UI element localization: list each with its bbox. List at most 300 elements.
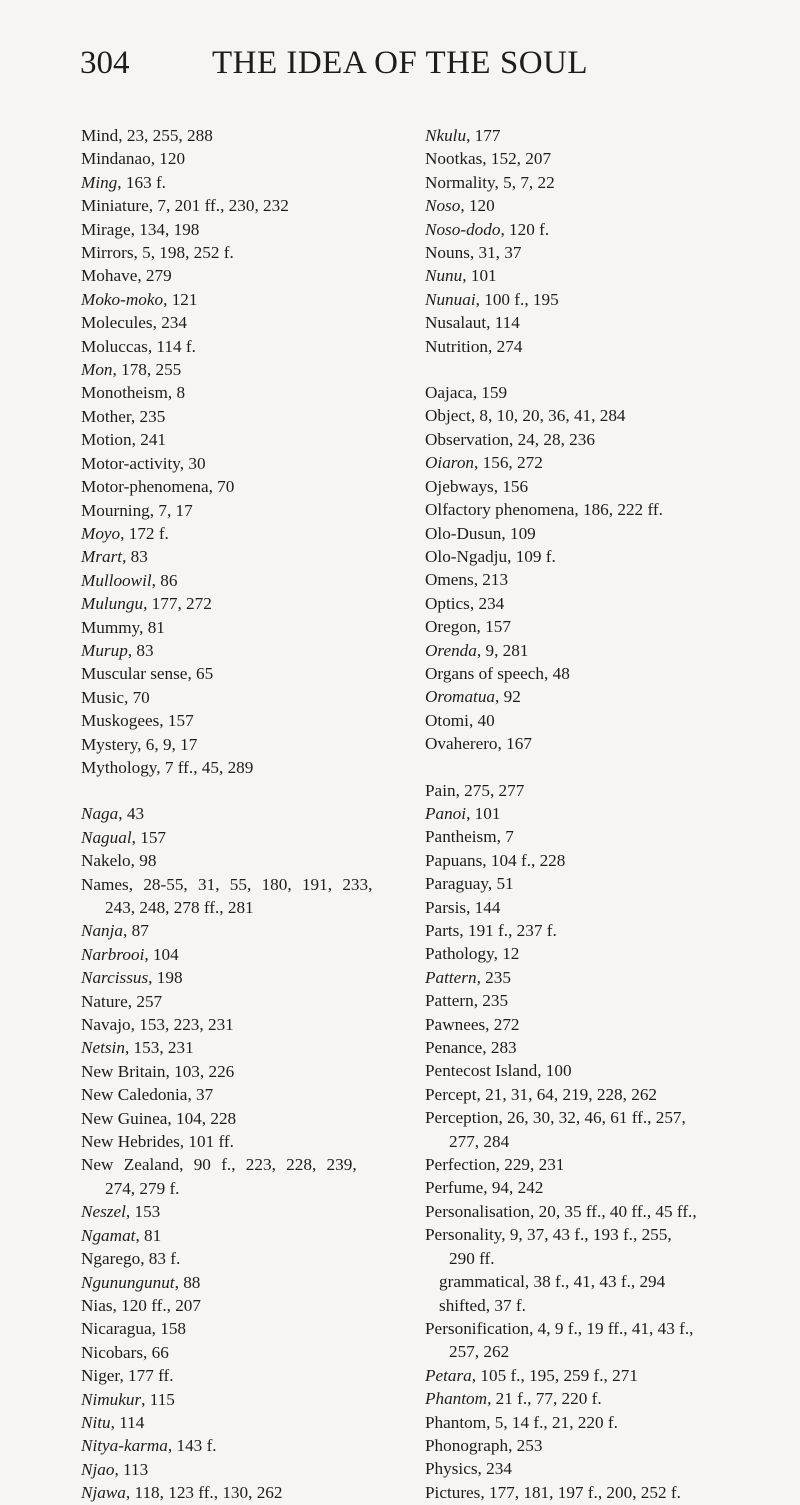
index-entry: [425, 241, 760, 264]
index-term: Mon: [81, 360, 113, 380]
index-entry: [425, 1059, 760, 1082]
index-entry: [425, 919, 760, 942]
index-term: Personality: [425, 1225, 502, 1245]
index-term: Organs of speech: [425, 663, 545, 683]
index-term: Oajaca: [425, 383, 473, 403]
page-references: , 7, 17: [149, 500, 193, 520]
index-term: Netsin: [81, 1038, 125, 1058]
page-references: , 43: [118, 804, 145, 824]
index-entry: [81, 452, 411, 475]
index-term: Olo-Ngadju: [425, 546, 508, 566]
page-references: , 104 f., 228: [482, 850, 566, 870]
index-entry: [425, 1223, 760, 1246]
index-entry: [425, 639, 760, 662]
index-term: Nimukur: [81, 1389, 142, 1409]
page-references: , 159: [472, 383, 508, 403]
page-references: grammatical, 38 f., 41, 43 f., 294: [439, 1272, 666, 1292]
index-entry: [425, 1481, 760, 1504]
index-column-right: [425, 124, 760, 1504]
index-entry: [81, 218, 411, 241]
index-term: Nusalaut: [425, 313, 487, 333]
index-entry: [425, 592, 760, 615]
index-entry: [81, 1083, 411, 1106]
index-entry: [81, 475, 411, 498]
index-term: Motor-phenomena: [81, 477, 209, 497]
index-entry: [81, 1271, 411, 1294]
index-term: Perception: [425, 1108, 499, 1128]
page-references: , 88: [174, 1272, 201, 1292]
index-term: Monotheism: [81, 383, 168, 403]
index-entry-continuation: [425, 1340, 760, 1363]
page-references: , 81: [139, 617, 165, 637]
index-entry: [81, 919, 411, 942]
index-term: Pentecost Island: [425, 1061, 538, 1081]
page-references: , 83: [127, 640, 154, 660]
index-term: Nouns: [425, 243, 470, 263]
index-entry: [81, 826, 411, 849]
index-term: Mythology: [81, 757, 157, 777]
page-references: , 70: [208, 477, 235, 497]
index-entry: [425, 335, 760, 358]
index-term: Noso-dodo: [425, 219, 501, 239]
page-references: , 274: [488, 336, 523, 356]
index-term: Mrart: [81, 547, 123, 567]
page-references: , 235: [130, 406, 166, 426]
page-references: , 12: [493, 944, 520, 964]
page-references: , 178, 255: [112, 360, 182, 380]
page-references: , 177 ff.: [119, 1366, 174, 1386]
page-references: , 66: [143, 1342, 169, 1362]
index-entry: [425, 171, 760, 194]
index-term: Pictures: [425, 1482, 481, 1502]
index-term: Nias: [81, 1295, 113, 1315]
index-entry: [425, 1036, 760, 1059]
page-references: , 114 f.: [147, 336, 196, 356]
page-references: , 191 f., 237 f.: [459, 921, 557, 940]
index-term: Ngarego: [81, 1249, 141, 1269]
index-term: Nakelo: [81, 851, 131, 871]
index-term: Noso: [425, 196, 461, 216]
index-entry: [425, 989, 760, 1012]
page-references: 243, 248, 278 ff., 281: [105, 898, 254, 917]
page-references: , 186, 222 ff.: [574, 500, 663, 520]
index-term: Narbrooi: [81, 944, 145, 964]
page-references: , 157: [131, 827, 166, 847]
index-entry: [425, 1106, 760, 1129]
index-entry: [425, 522, 760, 545]
index-entry: [425, 1317, 760, 1340]
index-term: Pathology: [425, 944, 494, 964]
page-references: , 121: [163, 289, 198, 309]
page-references: , 167: [497, 734, 532, 754]
index-entry: [425, 1457, 760, 1480]
page-references: , 115: [141, 1389, 175, 1409]
page-references: , 30: [179, 453, 206, 473]
index-entry: [81, 802, 411, 825]
page-references: , 4, 9 f., 19 ff., 41, 43 f.,: [529, 1318, 694, 1338]
page-references: , 86: [151, 570, 178, 590]
index-entry: [81, 943, 411, 966]
index-entry: [425, 1411, 760, 1434]
index-term: New Guinea: [81, 1108, 168, 1128]
page-references: , 100 f., 195: [475, 289, 559, 309]
index-entry: [425, 147, 760, 170]
page-references: 257, 262: [449, 1342, 510, 1362]
index-term: Optics: [425, 593, 470, 613]
index-term: Njawa: [81, 1483, 126, 1503]
index-column-left: [81, 124, 411, 1505]
page-references: 277, 284: [449, 1131, 510, 1151]
page-references: , 7: [496, 827, 514, 847]
index-term: Nicobars: [81, 1342, 144, 1362]
index-term: Mourning: [81, 500, 150, 520]
index-term: Neszel: [81, 1202, 126, 1222]
index-entry: [81, 756, 411, 779]
index-term: Names: [81, 874, 129, 894]
page-references: , 157: [159, 711, 194, 731]
page-references: , 101: [462, 266, 497, 286]
page-references: , 235: [476, 967, 511, 987]
page-references: , 109 f.: [507, 546, 556, 566]
index-entry: [81, 1107, 411, 1130]
index-term: Nitu: [81, 1412, 111, 1432]
index-entry: [81, 335, 411, 358]
index-entry: [81, 1364, 411, 1387]
index-entry: [81, 545, 411, 568]
index-entry: [425, 498, 760, 521]
page-references: , 279: [137, 266, 172, 286]
page-references: , 92: [495, 687, 521, 707]
page-references: , 153: [125, 1202, 161, 1222]
index-entry: [81, 405, 411, 428]
index-term: Narcissus: [81, 968, 149, 988]
index-entry-continuation: [425, 1270, 760, 1293]
index-entry: [425, 942, 760, 965]
index-entry: [81, 1224, 411, 1247]
index-term: Mummy: [81, 617, 140, 637]
index-entry: [425, 545, 760, 568]
index-term: Molecules: [81, 313, 153, 333]
index-term: Observation: [425, 429, 510, 449]
index-entry: [425, 568, 760, 591]
page-references: , 104, 228: [167, 1108, 237, 1128]
index-term: Music: [81, 687, 124, 707]
page-references: , 24, 28, 236: [509, 429, 595, 449]
index-entry: [425, 849, 760, 872]
page-references: , 5, 198, 252 f.: [133, 243, 234, 263]
index-entry: [81, 1294, 411, 1317]
index-term: Murup: [81, 640, 128, 660]
page-references: , 98: [130, 851, 157, 871]
index-entry: [81, 709, 411, 732]
index-term: Motion: [81, 430, 132, 450]
page-references: , 8, 10, 20, 36, 41, 284: [470, 406, 626, 426]
index-entry: [425, 381, 760, 404]
page-references: , 234: [152, 313, 187, 333]
index-term: Perfume: [425, 1178, 484, 1198]
index-entry: [425, 1083, 760, 1106]
page-references: , 9, 37, 43 f., 193 f., 255,: [501, 1225, 672, 1245]
index-term: Olfactory phenomena: [425, 500, 575, 520]
index-term: Paraguay: [425, 874, 488, 894]
index-term: Ming: [81, 172, 118, 192]
index-entry: [81, 1060, 411, 1083]
index-entry: [81, 241, 411, 264]
index-term: Pantheism: [425, 827, 497, 847]
index-term: Nature: [81, 991, 128, 1011]
index-term: Physics: [425, 1459, 478, 1479]
page-number: 304: [80, 45, 130, 81]
page-references: , 257: [127, 991, 163, 1011]
index-term: Nagual: [81, 827, 132, 847]
page-references: , 81: [135, 1225, 162, 1245]
index-term: Petara: [425, 1365, 472, 1385]
page-references: , 20, 35 ff., 40 ff., 45 ff.,: [530, 1201, 697, 1221]
page-references: , 134, 198: [130, 219, 200, 239]
index-entry: [81, 990, 411, 1013]
index-entry: [81, 264, 411, 287]
index-term: Olo-Dusun: [425, 523, 502, 543]
index-entry: [425, 124, 760, 147]
index-term: Nootkas: [425, 149, 483, 169]
page-references: , 105 f., 195, 259 f., 271: [471, 1365, 638, 1385]
page-references: , 120: [150, 149, 186, 169]
index-term: Ngamat: [81, 1225, 136, 1245]
page-references: , 177: [466, 126, 501, 145]
page-references: , 101 ff.: [179, 1132, 234, 1152]
index-term: Parsis: [425, 897, 467, 917]
index-entry: [81, 1200, 411, 1223]
index-term: Object: [425, 406, 471, 426]
index-term: Mulloowil: [81, 570, 152, 590]
index-term: Papuans: [425, 850, 483, 870]
index-entry: [425, 1364, 760, 1387]
index-entry: [425, 288, 760, 311]
page-references: , 94, 242: [483, 1178, 544, 1198]
index-entry: [425, 779, 760, 802]
index-term: Pattern: [425, 967, 477, 987]
page-references: , 21 f., 77, 220 f.: [487, 1389, 602, 1409]
page-references: , 283: [482, 1038, 517, 1058]
index-entry: [81, 1013, 411, 1036]
index-entry: [425, 1153, 760, 1176]
index-entry: [81, 873, 411, 896]
index-entry: [425, 709, 760, 732]
page-references: , 153, 223, 231: [130, 1015, 234, 1035]
index-term: Personalisation: [425, 1201, 531, 1221]
index-entry: [81, 1434, 411, 1457]
page-references: , 177, 181, 197 f., 200, 252 f.: [480, 1482, 681, 1502]
page-references: , 120 ff., 207: [112, 1295, 201, 1315]
index-term: Oiaron: [425, 453, 475, 473]
index-term: Orenda: [425, 640, 477, 660]
page-references: , 40: [468, 710, 495, 730]
page-references: , 234: [469, 593, 505, 613]
page-references: , 5, 14 f., 21, 220 f.: [486, 1412, 618, 1432]
page-references: , 23, 255, 288: [118, 126, 213, 145]
index-entry: [81, 1317, 411, 1340]
index-entry: [81, 1341, 411, 1364]
page-references: , 65: [187, 664, 214, 684]
index-term: Moko-moko: [81, 289, 164, 309]
index-entry: [425, 966, 760, 989]
index-term: Personification: [425, 1318, 530, 1338]
index-entry: [425, 1013, 760, 1036]
index-term: Ojebways: [425, 476, 494, 496]
index-entry: [81, 1247, 411, 1270]
index-entry: [425, 1176, 760, 1199]
index-entry: [81, 1411, 411, 1434]
page-references: shifted, 37 f.: [439, 1295, 526, 1315]
index-entry: [81, 288, 411, 311]
index-term: Otomi: [425, 710, 469, 730]
index-term: Nanja: [81, 921, 124, 941]
page-references: , 37: [187, 1085, 214, 1105]
page-references: , 28-55, 31, 55, 180, 191, 233,: [128, 874, 373, 894]
page-references: , 87: [123, 921, 149, 941]
index-term: Njao: [81, 1459, 115, 1479]
index-term: Normality: [425, 172, 495, 192]
page-references: , 229, 231: [495, 1155, 565, 1175]
index-term: Nunuai: [425, 289, 476, 309]
index-entry: [81, 1388, 411, 1411]
page-references: , 156: [493, 476, 529, 496]
page-references: , 158: [151, 1319, 186, 1339]
index-term: Miniature: [81, 196, 149, 216]
index-entry: [425, 404, 760, 427]
page-references: , 101: [466, 803, 501, 823]
index-term: Ovaherero: [425, 734, 498, 754]
page-references: , 70: [123, 687, 150, 707]
page-references: , 9, 281: [476, 640, 529, 660]
index-term: Pain: [425, 780, 456, 800]
index-entry: [425, 615, 760, 638]
index-entry: [81, 1458, 411, 1481]
index-term: Nicaragua: [81, 1319, 152, 1339]
page-references: , 51: [487, 874, 514, 894]
index-entry: [425, 896, 760, 919]
index-term: Mirrors: [81, 243, 134, 263]
page-references: , 241: [131, 430, 166, 450]
index-term: Mystery: [81, 734, 138, 754]
index-entry: [81, 662, 411, 685]
index-entry: [81, 639, 411, 662]
index-term: Mohave: [81, 266, 138, 286]
index-entry: [81, 616, 411, 639]
index-term: Moyo: [81, 523, 121, 543]
index-entry: [425, 732, 760, 755]
index-entry: [81, 569, 411, 592]
index-term: New Hebrides: [81, 1132, 180, 1152]
index-entry: [81, 1481, 411, 1504]
page-references: , 113: [114, 1459, 149, 1479]
index-term: New Zealand: [81, 1155, 180, 1175]
index-entry: [81, 428, 411, 451]
index-term: Percept: [425, 1084, 477, 1104]
index-entry: [81, 194, 411, 217]
page-references: , 253: [508, 1435, 543, 1455]
index-term: Oromatua: [425, 687, 496, 707]
page-references: , 83 f.: [140, 1249, 181, 1269]
page-references: , 156, 272: [474, 453, 543, 473]
page-references: , 100: [537, 1061, 572, 1081]
page-references: , 8: [167, 383, 186, 403]
page-references: , 163 f.: [117, 172, 166, 192]
page-references: , 144: [466, 897, 501, 917]
index-entry: [81, 966, 411, 989]
page-references: , 235: [473, 991, 509, 1011]
index-entry: [425, 475, 760, 498]
index-term: Navajo: [81, 1015, 131, 1035]
index-entry-continuation: [81, 1177, 411, 1200]
index-entry: [425, 218, 760, 241]
page-references: , 143 f.: [167, 1436, 217, 1456]
index-term: Parts: [425, 921, 460, 940]
page-references: , 109: [501, 523, 536, 543]
index-entry: [425, 264, 760, 287]
index-entry: [81, 1130, 411, 1153]
page-references: 290 ff.: [449, 1248, 495, 1268]
index-term: Ngunungunut: [81, 1272, 175, 1292]
index-entry-continuation: [81, 896, 411, 919]
index-entry: [81, 592, 411, 615]
index-entry: [425, 662, 760, 685]
page-references: , 213: [473, 570, 509, 590]
page-references: , 104: [144, 944, 179, 964]
page-references: , 48: [544, 663, 570, 683]
index-term: Mother: [81, 406, 131, 426]
index-entry: [425, 194, 760, 217]
page-references: , 103, 226: [165, 1061, 235, 1081]
page-references: , 152, 207: [482, 149, 552, 169]
page-references: , 198: [148, 968, 183, 988]
page-references: , 7 ff., 45, 289: [156, 757, 254, 777]
page-references: , 120 f.: [500, 219, 550, 239]
index-term: New Caledonia: [81, 1085, 188, 1105]
index-entry: [81, 358, 411, 381]
index-term: Mirage: [81, 219, 131, 239]
index-entry: [81, 1036, 411, 1059]
running-title: THE IDEA OF THE SOUL: [211, 45, 589, 81]
index-entry: [425, 1387, 760, 1410]
page-header: [80, 40, 720, 90]
index-term: New Britain: [81, 1061, 166, 1081]
page-references: 274, 279 f.: [105, 1178, 180, 1198]
index-term: Perfection: [425, 1155, 496, 1175]
index-entry: [81, 1153, 411, 1176]
page-references: , 83: [122, 547, 148, 567]
page-references: , 7, 201 ff., 230, 232: [148, 196, 289, 216]
index-entry: [425, 1434, 760, 1457]
index-entry-continuation: [425, 1247, 760, 1270]
page-references: , 5, 7, 22: [494, 172, 555, 192]
page-references: , 31, 37: [469, 243, 522, 263]
index-term: Mind: [81, 126, 119, 145]
page-references: , 21, 31, 64, 219, 228, 262: [476, 1084, 658, 1104]
index-entry: [81, 499, 411, 522]
index-term: Phonograph: [425, 1435, 509, 1455]
index-term: Phantom: [425, 1412, 487, 1432]
index-entry: [81, 311, 411, 334]
index-term: Nunu: [425, 266, 463, 286]
index-entry: [81, 733, 411, 756]
page-references: , 272: [485, 1014, 520, 1034]
index-term: Mulungu: [81, 594, 144, 614]
index-term: Motor-activity: [81, 453, 180, 473]
index-term: Muscular sense: [81, 664, 188, 684]
index-entry-continuation: [425, 1294, 760, 1317]
index-entry: [81, 171, 411, 194]
